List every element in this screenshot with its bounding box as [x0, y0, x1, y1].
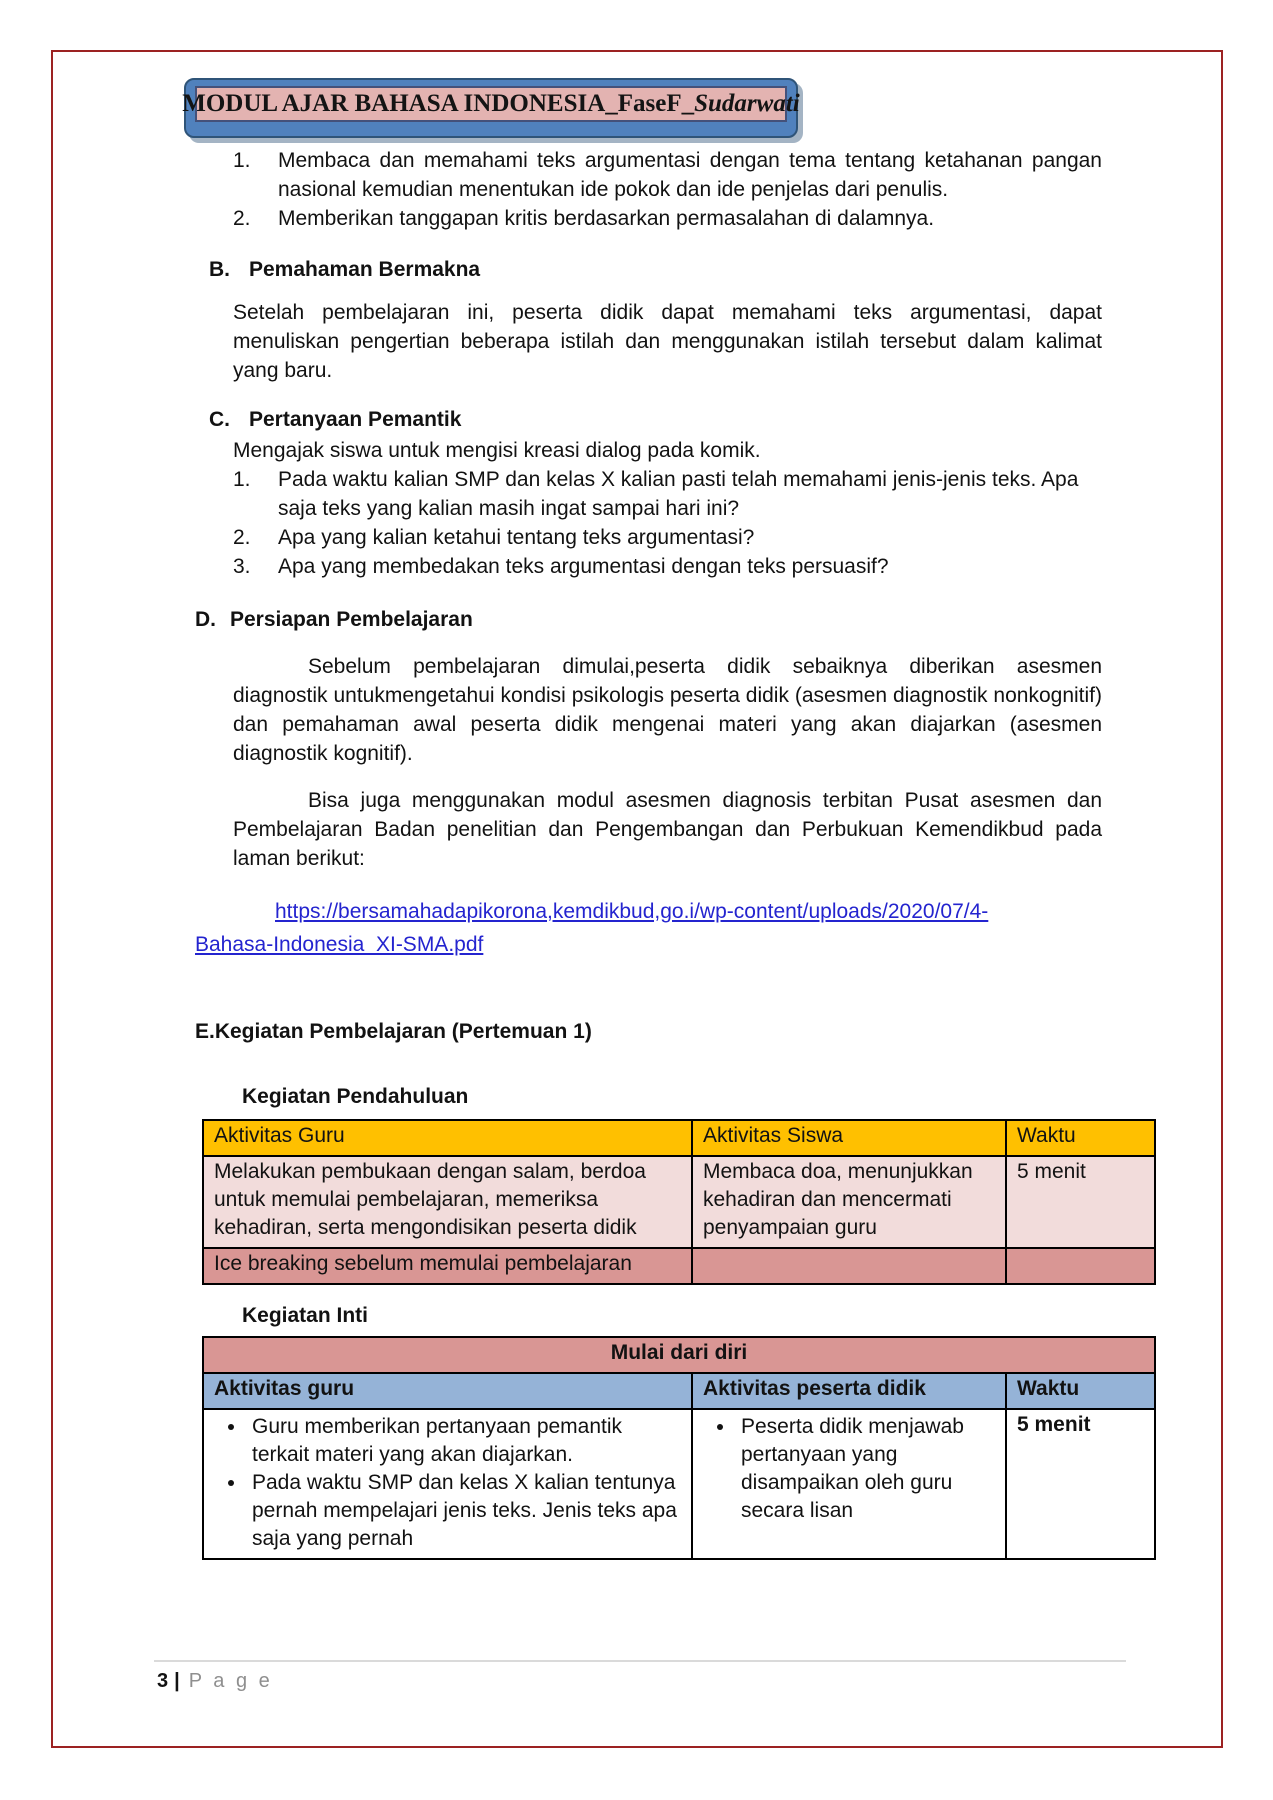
table-band-row — [203, 1337, 1155, 1373]
section-heading-c — [209, 405, 1221, 434]
header-cell-aktivitas-guru: Aktivitas Guru — [203, 1120, 692, 1156]
objectives-list — [233, 146, 1102, 233]
header-cell-aktivitas-guru: Aktivitas guru — [203, 1373, 692, 1409]
header-badge — [184, 78, 798, 138]
table-title-pendahuluan: Kegiatan Pendahuluan — [242, 1085, 469, 1108]
table-title-inti: Kegiatan Inti — [242, 1304, 369, 1327]
badge-title-author: Sudarwati — [694, 90, 800, 117]
section-title: Persiapan Pembelajaran — [230, 608, 473, 631]
section-heading-e: E.Kegiatan Pembelajaran (Pertemuan 1) — [195, 1020, 592, 1043]
page-border — [51, 50, 1223, 1748]
bullet-item: • Guru memberikan pertanyaan pemantik terkait materi yang akan diajarkan. — [247, 1413, 681, 1469]
pdf-link-line2[interactable]: Bahasa-Indonesia_XI-SMA.pdf — [195, 933, 484, 956]
cell-guru: Melakukan pembukaan dengan salam, berdoa untuk memulai pembelajaran, memeriksa kehadiran, serta mengondisikan peserta didik — [203, 1156, 692, 1248]
pemantik-list — [233, 465, 1102, 581]
pdf-link[interactable] — [195, 900, 988, 956]
header-cell-aktivitas-peserta-didik: Aktivitas peserta didik — [692, 1373, 1006, 1409]
section-label: D. — [195, 608, 216, 631]
bullet-item: • Peserta didik menjawab pertanyaan yang disampaikan oleh guru secara lisan — [736, 1413, 995, 1525]
paragraph-persiapan-1: Sebelum pembelajaran dimulai,peserta didik sebaiknya diberikan asesmen diagnostik untukmengetahui kondisi psikologis peserta didik (asesmen diagnostik nonkognitif) dan pemahaman awal peserta didik mengenai materi yang akan diajarkan (asesmen diagnostik kognitif). — [233, 655, 1102, 765]
table-header-row — [203, 1120, 1155, 1156]
list-item-number: 2. — [233, 526, 251, 549]
header-badge-title — [182, 86, 800, 122]
cell-waktu: 5 menit — [1006, 1156, 1155, 1248]
list-item-text: Memberikan tanggapan kritis berdasarkan permasalahan di dalamnya. — [278, 207, 935, 230]
section-title: Pemahaman Bermakna — [249, 258, 481, 281]
header-cell-waktu: Waktu — [1006, 1120, 1155, 1156]
table-row — [203, 1156, 1155, 1248]
section-label: C. — [209, 408, 230, 431]
list-item-number: 3. — [233, 555, 251, 578]
header-cell-waktu: Waktu — [1006, 1373, 1155, 1409]
list-item — [233, 146, 1102, 204]
section-label: B. — [209, 258, 230, 281]
section-heading-b — [209, 255, 1221, 284]
cell-waktu: 5 menit — [1006, 1409, 1155, 1559]
cell-siswa — [692, 1409, 1006, 1559]
bullet-item: • Pada waktu SMP dan kelas X kalian tentunya pernah mempelajari jenis teks. Jenis teks apa saja yang pernah — [247, 1469, 681, 1553]
paragraph-pemantik-intro: Mengajak siswa untuk mengisi kreasi dialog pada komik. — [233, 439, 761, 462]
footer-separator: | — [174, 1670, 180, 1692]
badge-title-main: MODUL AJAR BAHASA INDONESIA_FaseF_ — [182, 90, 695, 117]
list-item-text: Apa yang membedakan teks argumentasi dengan teks persuasif? — [278, 555, 889, 578]
table-row — [203, 1248, 1155, 1284]
footer-divider — [154, 1660, 1126, 1662]
list-item-text: Membaca dan memahami teks argumentasi dengan tema tentang ketahanan pangan nasional kemudian menentukan ide pokok dan ide penjelas dari penulis. — [278, 149, 1102, 201]
page-number: 3 — [157, 1670, 169, 1692]
list-item-text: Apa yang kalian ketahui tentang teks argumentasi? — [278, 526, 755, 549]
header-cell-aktivitas-siswa: Aktivitas Siswa — [692, 1120, 1006, 1156]
paragraph-persiapan-2: Bisa juga menggunakan modul asesmen diagnosis terbitan Pusat asesmen dan Pembelajaran Badan penelitian dan Pengembangan dan Perbukuan Kemendikbud pada laman berikut: — [233, 789, 1102, 870]
list-item-number: 1. — [233, 149, 251, 172]
cell-empty — [692, 1248, 1006, 1284]
section-title: Pertanyaan Pemantik — [249, 408, 462, 431]
cell-empty — [1006, 1248, 1155, 1284]
pdf-link-line1[interactable]: https://bersamahadapikorona,kemdikbud,go.i/wp-content/uploads/2020/07/4- — [275, 900, 989, 923]
list-item-number: 2. — [233, 207, 251, 230]
inti-table — [202, 1336, 1156, 1560]
band-cell: Mulai dari diri — [203, 1337, 1155, 1373]
list-item — [233, 523, 1102, 552]
guru-bullet-list — [214, 1413, 681, 1553]
list-item — [233, 465, 1102, 523]
cell-siswa: Membaca doa, menunjukkan kehadiran dan mencermati penyampaian guru — [692, 1156, 1006, 1248]
table-row — [203, 1409, 1155, 1559]
list-item — [233, 552, 1102, 581]
paragraph-pemahaman: Setelah pembelajaran ini, peserta didik dapat memahami teks argumentasi, dapat menuliskan pengertian beberapa istilah dan menggunakan istilah tersebut dalam kalimat yang baru. — [233, 301, 1102, 382]
siswa-bullet-list — [703, 1413, 995, 1525]
link-paragraph — [195, 895, 1064, 961]
page-footer — [157, 1670, 273, 1693]
list-item-number: 1. — [233, 468, 251, 491]
table-header-row — [203, 1373, 1155, 1409]
footer-label: P a g e — [188, 1670, 273, 1692]
pendahuluan-table — [202, 1119, 1156, 1285]
cell-guru: Ice breaking sebelum memulai pembelajaran — [203, 1248, 692, 1284]
list-item — [233, 204, 1102, 233]
section-heading-d — [195, 605, 1221, 634]
list-item-text: Pada waktu kalian SMP dan kelas X kalian pasti telah memahami jenis-jenis teks. Apa saja teks yang kalian masih ingat sampai hari ini? — [278, 468, 1079, 520]
cell-guru — [203, 1409, 692, 1559]
document-content — [53, 146, 1221, 1560]
